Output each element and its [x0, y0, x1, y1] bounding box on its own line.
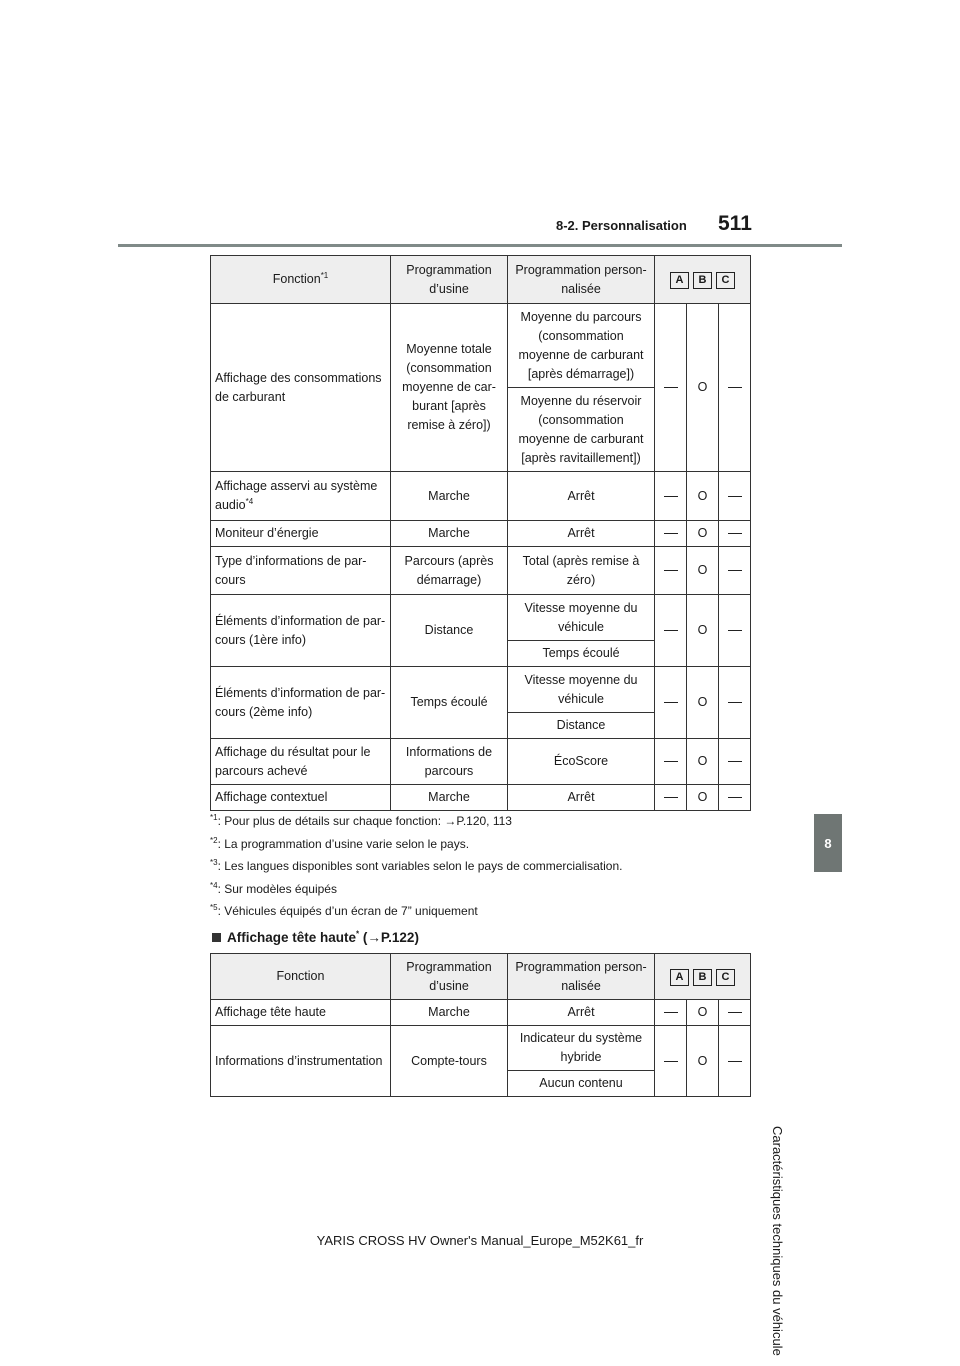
row-factory: Marche	[391, 472, 508, 521]
column-b-mark: O	[687, 739, 719, 785]
settings-table	[210, 255, 751, 811]
column-c-label: C	[716, 969, 735, 986]
table-row	[211, 595, 751, 641]
row-custom: Total (après remise à zéro)	[508, 547, 655, 595]
row-function: Affichage tête haute	[211, 1000, 391, 1026]
column-b-mark: O	[687, 1000, 719, 1026]
row-custom: Arrêt	[508, 1000, 655, 1026]
column-a-mark	[655, 667, 687, 739]
header-custom: Programmation person-nalisée	[508, 954, 655, 1000]
column-c-mark	[719, 547, 751, 595]
header-factory: Programmation d’usine	[391, 256, 508, 304]
header-columns	[655, 256, 751, 304]
column-a-label: A	[670, 969, 689, 986]
column-a-mark	[655, 785, 687, 811]
page-number: 511	[718, 212, 752, 235]
header-divider	[118, 244, 842, 247]
column-c-mark	[719, 1026, 751, 1097]
row-custom: Temps écoulé	[508, 641, 655, 667]
footnote: $^{*1}$: Pour plus de détails sur chaque fonction: →P.120, 113	[210, 813, 512, 828]
row-function: Affichage du résultat pour le parcours achevé	[211, 739, 391, 785]
footer-text: YARIS CROSS HV Owner's Manual_Europe_M52K61_fr	[316, 1233, 644, 1248]
column-c-mark	[719, 1000, 751, 1026]
column-c-mark	[719, 304, 751, 472]
footnote: $^{*2}$: La programmation d’usine varie selon le pays.	[210, 835, 470, 851]
column-c-mark	[719, 667, 751, 739]
column-c-mark	[719, 739, 751, 785]
row-custom: Arrêt	[508, 521, 655, 547]
column-b-mark: O	[687, 547, 719, 595]
column-a-mark	[655, 472, 687, 521]
row-factory: Marche	[391, 785, 508, 811]
row-custom: Distance	[508, 713, 655, 739]
column-b-mark: O	[687, 521, 719, 547]
header-factory: Programmation d’usine	[391, 954, 508, 1000]
row-function: Éléments d’information de par-cours (1ère info)	[211, 595, 391, 667]
table-row	[211, 739, 751, 785]
row-factory: Parcours (après démarrage)	[391, 547, 508, 595]
row-custom: Aucun contenu	[508, 1071, 655, 1097]
row-function: Affichage asservi au système audio$^{*4}$	[211, 472, 391, 521]
header-function: Fonction	[211, 954, 391, 1000]
table-row	[211, 521, 751, 547]
column-b-mark: O	[687, 595, 719, 667]
row-function: Affichage contextuel	[211, 785, 391, 811]
chapter-title: Caractéristiques techniques du véhicule	[770, 1126, 785, 1356]
column-b-mark: O	[687, 785, 719, 811]
chapter-tab: 8	[814, 814, 842, 872]
column-a-mark	[655, 547, 687, 595]
table-row	[211, 785, 751, 811]
footnotes	[210, 810, 622, 923]
column-b-mark: O	[687, 667, 719, 739]
row-custom: Moyenne du réservoir (consommation moyenne de carburant [après ravitaillement])	[508, 388, 655, 472]
row-function: Moniteur d’énergie	[211, 521, 391, 547]
footnote: $^{*4}$: Sur modèles équipés	[210, 880, 337, 896]
row-custom: Indicateur du système hybride	[508, 1026, 655, 1071]
row-factory: Distance	[391, 595, 508, 667]
column-c-mark	[719, 595, 751, 667]
bullet-square-icon	[212, 933, 221, 942]
column-b-label: B	[693, 969, 712, 986]
column-a-mark	[655, 595, 687, 667]
column-a-mark	[655, 1026, 687, 1097]
table-header-row	[211, 256, 751, 304]
column-a-label: A	[670, 272, 689, 289]
table-row	[211, 1000, 751, 1026]
row-custom: Arrêt	[508, 785, 655, 811]
row-custom: Vitesse moyenne du véhicule	[508, 667, 655, 713]
row-function: Affichage des consommations de carburant	[211, 304, 391, 472]
row-function: Éléments d’information de par-cours (2ème info)	[211, 667, 391, 739]
column-a-mark	[655, 521, 687, 547]
head-up-display-table	[210, 953, 751, 1097]
column-c-label: C	[716, 272, 735, 289]
column-c-mark	[719, 785, 751, 811]
section-title: 8-2. Personnalisation	[556, 218, 687, 233]
header-function: Fonction$^{*1}$	[211, 256, 391, 304]
row-factory: Informations de parcours	[391, 739, 508, 785]
row-factory: Marche	[391, 521, 508, 547]
table-row	[211, 472, 751, 521]
table-row	[211, 547, 751, 595]
row-factory: Compte-tours	[391, 1026, 508, 1097]
footnote: $^{*5}$: Véhicules équipés d’un écran de 7” uniquement	[210, 903, 478, 918]
row-custom: Moyenne du parcours (consommation moyenne de carburant [après démarrage])	[508, 304, 655, 388]
row-function: Type d’informations de par-cours	[211, 547, 391, 595]
column-a-mark	[655, 739, 687, 785]
table-header-row	[211, 954, 751, 1000]
subsection-title: Affichage tête haute* (→P.122)	[212, 930, 419, 945]
column-b-mark: O	[687, 304, 719, 472]
row-custom: Vitesse moyenne du véhicule	[508, 595, 655, 641]
column-b-mark: O	[687, 1026, 719, 1097]
row-factory: Temps écoulé	[391, 667, 508, 739]
column-a-mark	[655, 1000, 687, 1026]
table-row	[211, 304, 751, 388]
column-a-mark	[655, 304, 687, 472]
column-b-mark: O	[687, 472, 719, 521]
column-c-mark	[719, 521, 751, 547]
row-factory: Moyenne totale (consommation moyenne de car-burant [après remise à zéro])	[391, 304, 508, 472]
column-b-label: B	[693, 272, 712, 289]
header-columns	[655, 954, 751, 1000]
column-c-mark	[719, 472, 751, 521]
row-custom: Arrêt	[508, 472, 655, 521]
table-row	[211, 1026, 751, 1071]
table-row	[211, 667, 751, 713]
row-factory: Marche	[391, 1000, 508, 1026]
row-function: Informations d’instrumentation	[211, 1026, 391, 1097]
header-custom: Programmation person-nalisée	[508, 256, 655, 304]
row-custom: ÉcoScore	[508, 739, 655, 785]
footnote: $^{*3}$: Les langues disponibles sont variables selon le pays de commercialisation.	[210, 858, 623, 873]
